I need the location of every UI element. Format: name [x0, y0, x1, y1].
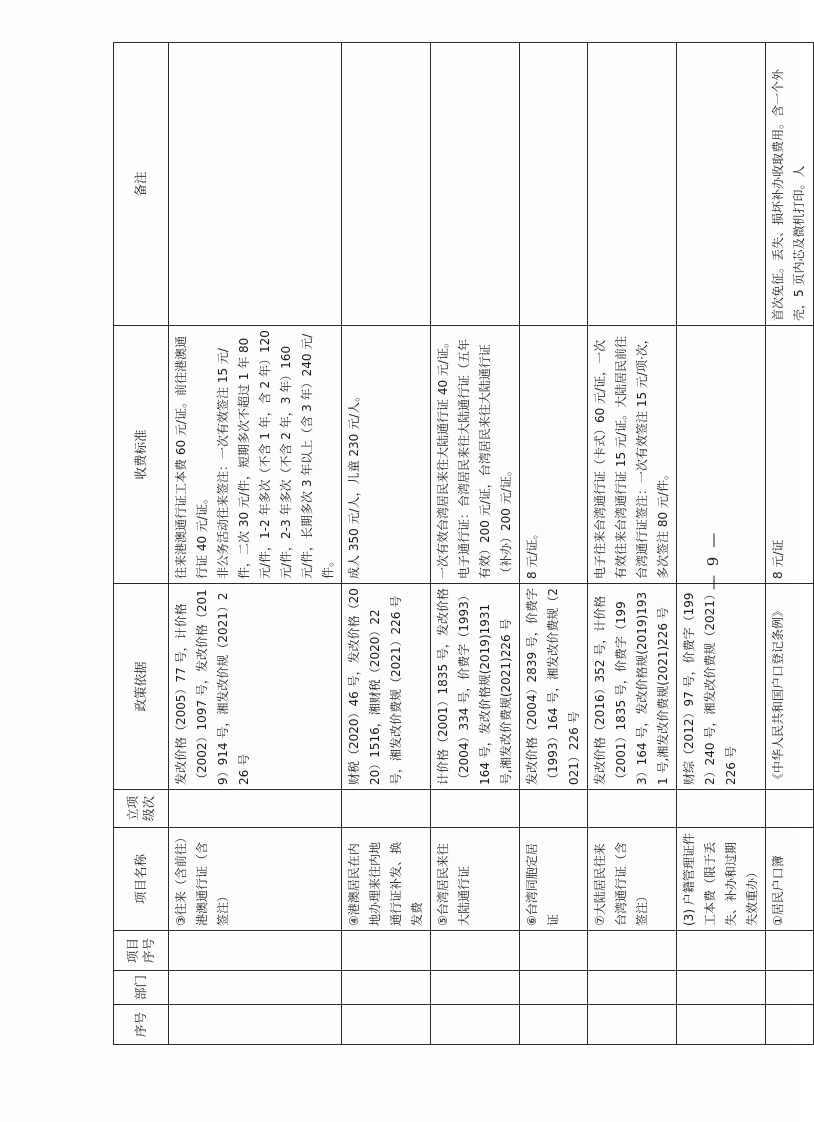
- row-basis: 计价格（2001）1835 号，发改价格（2004）334 号，价费字（1993）164 号，发改价格规(2019)1931 号,湘发改价费规(2021)226 号: [431, 584, 520, 790]
- row-note: [342, 43, 431, 326]
- row-name: ①居民户口簿: [766, 828, 814, 931]
- table-row: [169, 43, 342, 1045]
- row-basis: 财税（2020）46 号，发改价格（2020）1516，湘财税（2020）22 号，湘发改价费规（2021）226 号: [342, 584, 431, 790]
- row-standard: 电子往来台湾通行证（卡式）60 元/证，一次有效往来台湾通行证 15 元/证。大陆居民前往台湾通行证签注：一次有效签注 15 元/项·次，多次签注 80 元/件。: [588, 326, 677, 584]
- row-standard: 8 元/证: [766, 326, 814, 584]
- row-name: ⑥台湾同胞定居证: [520, 828, 588, 931]
- row-basis: 发改价格（2016）352 号，计价格（2001）1835 号，价费字（1993）164 号，发改价格规(2019)1931 号,湘发改价费规(2021)226 号: [588, 584, 677, 790]
- header-standard: 收费标准: [114, 326, 169, 584]
- table-row: [431, 43, 520, 1045]
- row-standard: 一次有效台湾居民来往大陆通行证 40 元/证。电子通行证：台湾居民来往大陆通行证（五年有效）200 元/证，台湾居民来往大陆通行证（补办）200 元/证。: [431, 326, 520, 584]
- row-standard: 往来港澳通行证工本费 60 元/证。前往港澳通行证 40 元/证。 非公务活动往来签注：一次有效签注 15 元/件，二次 30 元/件，短期多次不超过 1 年 80 元/件，1-2 年多次（不含 1 年，含 2 年）120 元/件，2-3 年多次（不含 2 年，3 年）160 元/件，长期多次 3 年以上（含 3 年）240 元/件。: [169, 326, 342, 584]
- header-no: 序号: [114, 1005, 169, 1045]
- header-name: 项目名称: [114, 828, 169, 931]
- row-basis: 财综（2012）97 号，价费字（1992）240 号，湘发改价费规（2021）226 号: [677, 584, 766, 790]
- row-note: [431, 43, 520, 326]
- row-name: (3) 户籍管理证件工本费（限于丢失、补办和过期失效重办）: [677, 828, 766, 931]
- row-basis: 发改价格（2004）2839 号，价费字（1993）164 号，湘发改价费规（2021）226 号: [520, 584, 588, 790]
- row-standard: 成人 350 元/人，儿童 230 元/人。: [342, 326, 431, 584]
- header-level: 立项级次: [114, 790, 169, 828]
- header-project-no: 项目序号: [114, 931, 169, 971]
- row-note: [677, 43, 766, 326]
- row-note: [588, 43, 677, 326]
- row-note: [520, 43, 588, 326]
- table-row: [520, 43, 588, 1045]
- row-name: ⑦大陆居民往来台湾通行证（含签注）: [588, 828, 677, 931]
- row-note: 首次免征。丢失、损坏补办收取费用。含一个外壳，5 页内芯及微机打印。人: [766, 43, 814, 326]
- header-note: 备注: [114, 43, 169, 326]
- table-row: [342, 43, 431, 1045]
- page-number: — 9 —: [704, 530, 722, 590]
- row-standard: 8 元/证。: [520, 326, 588, 584]
- row-basis: 发改价格（2005）77 号，计价格（2002）1097 号，发改价格（2019）914 号，湘发改价规（2021）226 号: [169, 584, 342, 790]
- table-row: [588, 43, 677, 1045]
- row-name: ④港澳居民在内地办理来往内地通行证补发、换发费: [342, 828, 431, 931]
- row-name: ③往来（含前往）港澳通行证（含签注）: [169, 828, 342, 931]
- header-dept: 部门: [114, 971, 169, 1005]
- row-name: ⑤台湾居民来往大陆通行证: [431, 828, 520, 931]
- row-note: [169, 43, 342, 326]
- table-row: [766, 43, 814, 1045]
- row-basis: 《中华人民共和国户口登记条例》: [766, 584, 814, 790]
- header-row: [114, 43, 169, 1045]
- header-basis: 政策依据: [114, 584, 169, 790]
